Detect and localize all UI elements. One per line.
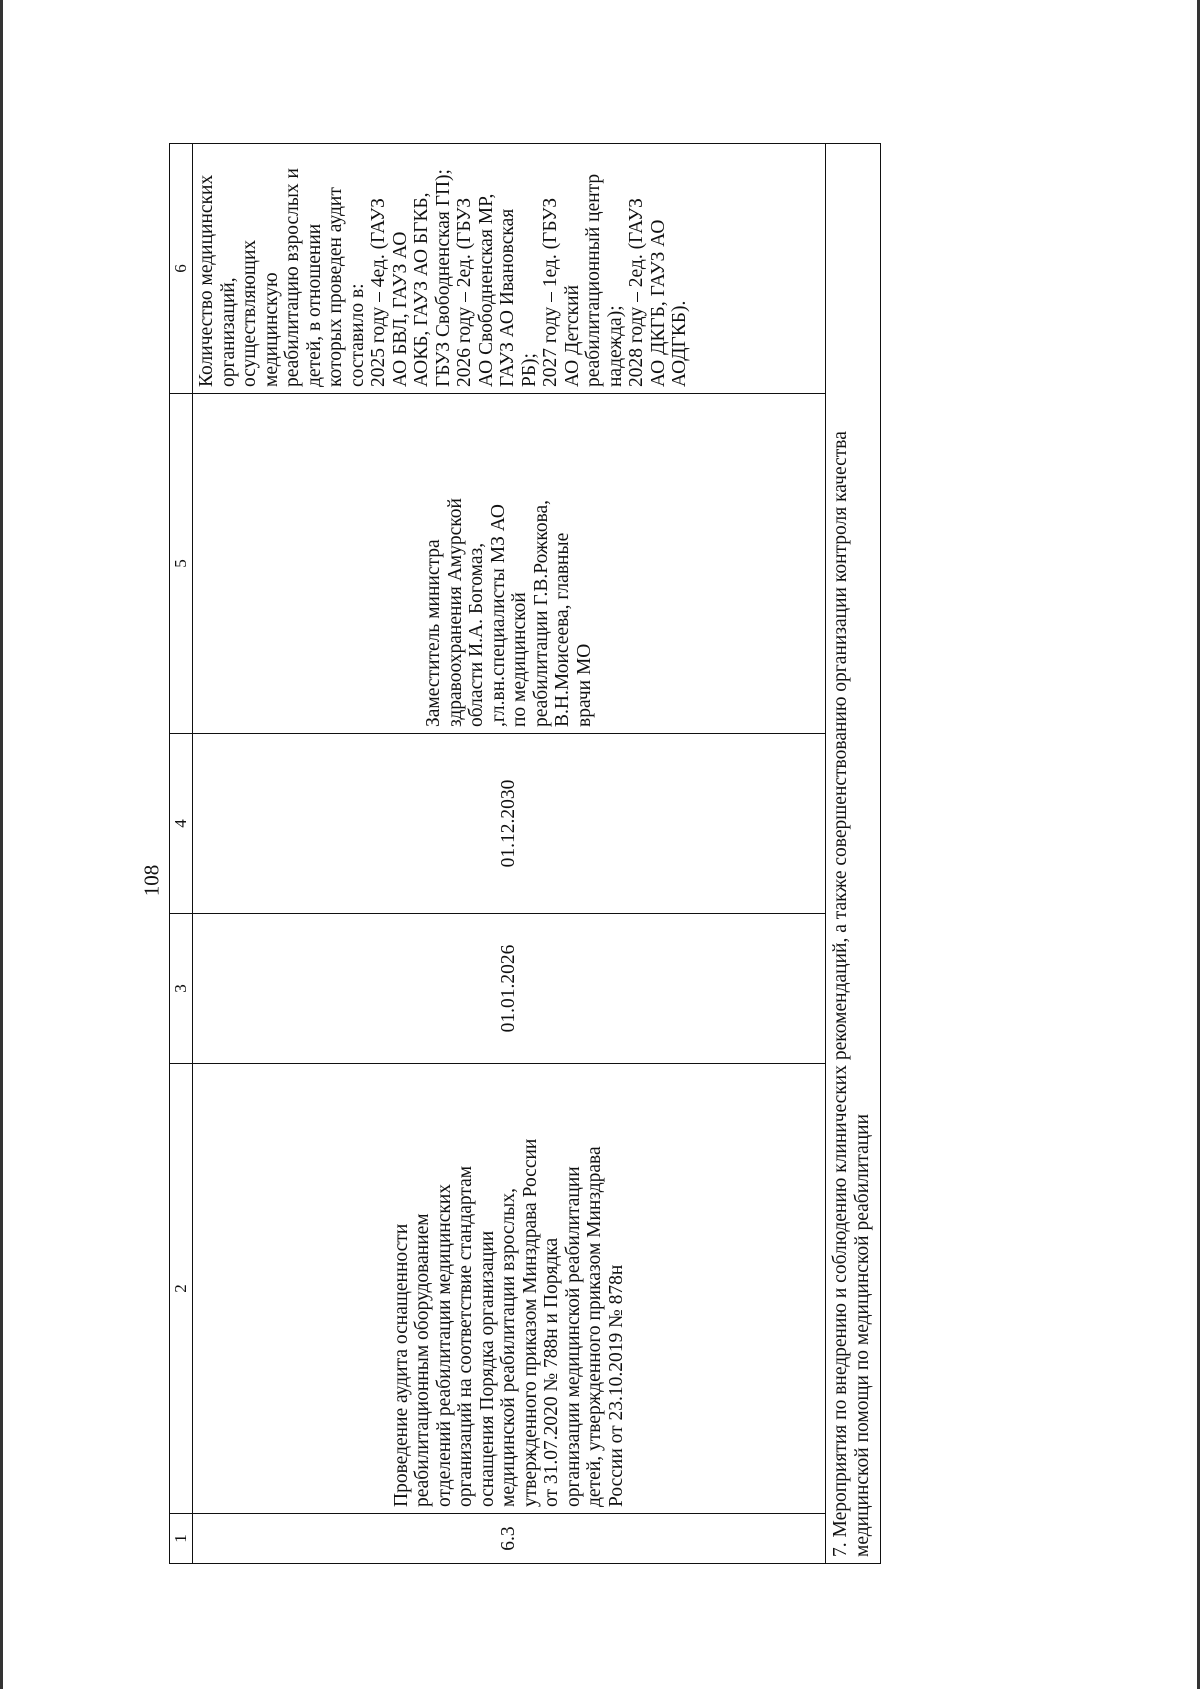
- responsible-cell: Заместитель министра здравоохранения Амурской области И.А. Богомаз, ,гл.вн.специалисты МЗ АО по медицинской реабилитации Г.В.Рожкова, В.Н.Моисеева, главные врачи МО: [193, 394, 826, 734]
- result-cell: Количество медицинских организаций, осуществляющих медицинскую реабилитацию взрослых и детей, в отношении которых проведен аудит составило в: 2025 году – 4ед. (ГАУЗ АО БВЛ, ГАУЗ АО АОКБ, ГАУЗ АО БГКБ, ГБУЗ Свободненская ГП); 2026 году – 2ед. (ГБУЗ АО Свободненская МР, ГАУЗ АО Ивановская РБ); 2027 году – 1ед. (ГБУЗ АО Детский реабилитационный центр надежда); 2028 году – 2ед. (ГАУЗ АО ДКГБ, ГАУЗ АО АОДГКБ).: [193, 144, 826, 394]
- header-cell: 5: [170, 394, 193, 734]
- activity-cell: Проведение аудита оснащенности реабилитационным оборудованием отделений реабилитации медицинских организаций на соответствие стандартам оснащения Порядка организации медицинской реабилитации взрослых, утвержденного приказом Минздрава России от 31.07.2020 № 788н и Порядка организации медицинской реабилитации детей, утвержденного приказом Минздрава России от 23.10.2019 № 878н: [193, 1064, 826, 1514]
- table-row: [193, 144, 826, 1564]
- table-header-row: [170, 144, 193, 1564]
- end-date-cell: 01.12.2030: [193, 734, 826, 914]
- measures-table: [169, 143, 881, 1564]
- page-number: 108: [139, 864, 164, 897]
- start-date-cell: 01.01.2026: [193, 914, 826, 1064]
- scan-edge-left: [0, 0, 3, 1689]
- header-cell: 4: [170, 734, 193, 914]
- rotated-table-container: [169, 144, 881, 1564]
- header-cell: 2: [170, 1064, 193, 1514]
- header-cell: 3: [170, 914, 193, 1064]
- header-cell: 1: [170, 1514, 193, 1564]
- section-title: 7. Мероприятия по внедрению и соблюдению клинических рекомендаций, а также совершенствованию организации контроля качества медицинской помощи по медицинской реабилитации: [826, 144, 881, 1564]
- header-cell: 6: [170, 144, 193, 394]
- row-number: 6.3: [193, 1514, 826, 1564]
- section-row: [826, 144, 881, 1564]
